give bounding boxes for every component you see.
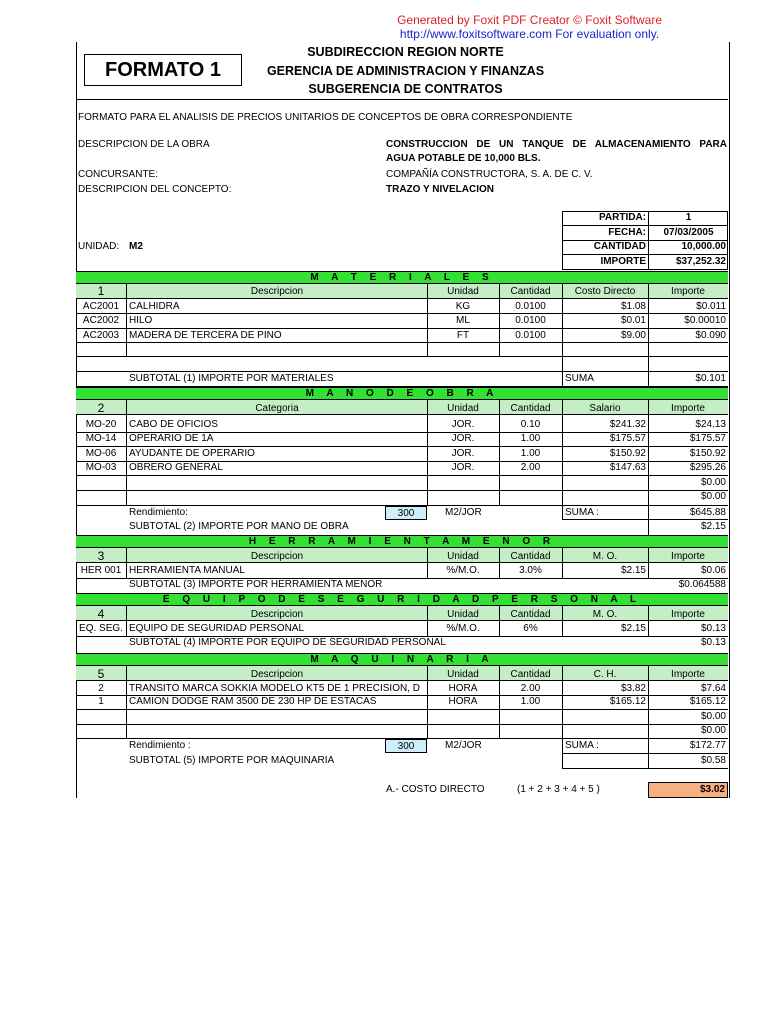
materiales-suma-label: SUMA xyxy=(565,373,594,384)
cantidad-label: CANTIDAD xyxy=(593,241,646,252)
row-desc: CALHIDRA xyxy=(129,301,180,312)
row-desc: AYUDANTE DE OPERARIO xyxy=(129,448,255,459)
row-unit: FT xyxy=(456,330,470,341)
maquinaria-empty-importe-1: $0.00 xyxy=(700,711,726,722)
col-ch: C. H. xyxy=(593,669,617,680)
row-importe: $175.57 xyxy=(689,433,726,444)
concursante-value: COMPAÑÍA CONSTRUCTORA, S. A. DE C. V. xyxy=(386,169,593,180)
col-cantidad: Cantidad xyxy=(510,669,551,680)
header-line2: GERENCIA DE ADMINISTRACION Y FINANZAS xyxy=(266,64,545,78)
maquinaria-rendimiento-unit: M2/JOR xyxy=(445,740,482,751)
row-desc: HERRAMIENTA MANUAL xyxy=(129,565,245,576)
row-cost: $175.57 xyxy=(609,433,646,444)
row-desc: HILO xyxy=(129,315,153,326)
col-descripcion: Descripcion xyxy=(250,669,304,680)
row-unit: ML xyxy=(456,315,470,326)
row-unit: JOR. xyxy=(451,419,475,430)
row-importe: $0.011 xyxy=(696,301,726,312)
row-desc: CABO DE OFICIOS xyxy=(129,419,218,430)
unidad-label: UNIDAD: xyxy=(78,241,120,252)
row-qty: 0.10 xyxy=(520,419,541,430)
costo-directo-value: $3.02 xyxy=(648,782,728,798)
col-importe: Importe xyxy=(671,403,705,414)
row-code: AC2001 xyxy=(82,301,120,312)
row-cost: $9.00 xyxy=(620,330,646,341)
row-desc: TRANSITO MARCA SOKKIA MODELO KT5 DE 1 PRECISION, D xyxy=(129,683,420,694)
row-importe: $165.12 xyxy=(689,696,726,707)
obra-label: DESCRIPCION DE LA OBRA xyxy=(78,139,210,150)
row-qty: 1.00 xyxy=(520,433,541,444)
row-code: MO-03 xyxy=(85,462,117,473)
row-cost: $150.92 xyxy=(609,448,646,459)
row-cost: $2.15 xyxy=(620,623,646,634)
col-unidad: Unidad xyxy=(447,609,479,620)
mano-section-title: M A N O D E O B R A xyxy=(76,387,728,400)
fecha-label: FECHA: xyxy=(608,227,646,238)
row-importe: $0.06 xyxy=(700,565,726,576)
mano-suma: $645.88 xyxy=(689,507,726,518)
row-qty: 6% xyxy=(523,623,538,634)
formato-title: FORMATO 1 xyxy=(84,54,242,86)
formato-description: FORMATO PARA EL ANALISIS DE PRECIOS UNITARIOS DE CONCEPTOS DE OBRA CORRESPONDIENTE xyxy=(78,112,573,123)
row-qty: 0.0100 xyxy=(515,301,546,312)
mano-number: 2 xyxy=(97,401,105,415)
row-desc: EQUIPO DE SEGURIDAD PERSONAL xyxy=(129,623,305,634)
row-desc: OPERARIO DE 1A xyxy=(129,433,214,444)
col-cantidad: Cantidad xyxy=(510,551,551,562)
header-line3: SUBGERENCIA DE CONTRATOS xyxy=(308,82,503,96)
col-salario: Salario xyxy=(589,403,621,414)
row-code: 2 xyxy=(98,683,104,694)
maquinaria-suma: $172.77 xyxy=(689,740,726,751)
row-code: AC2002 xyxy=(82,315,120,326)
col-importe: Importe xyxy=(671,669,705,680)
watermark-line2: http://www.foxitsoftware.com For evaluation only. xyxy=(399,27,660,41)
col-cantidad: Cantidad xyxy=(510,286,551,297)
col-mo: M. O. xyxy=(592,609,618,620)
mano-rendimiento-unit: M2/JOR xyxy=(445,507,482,518)
watermark-line1: Generated by Foxit PDF Creator © Foxit Software xyxy=(397,13,662,27)
col-categoria: Categoria xyxy=(255,403,299,414)
row-unit: HORA xyxy=(448,683,478,694)
col-unidad: Unidad xyxy=(447,403,479,414)
equipo-section-title: E Q U I P O D E S E G U R I D A D P E R S O N A L xyxy=(76,593,728,606)
row-unit: HORA xyxy=(448,696,478,707)
row-code: AC2003 xyxy=(82,330,120,341)
row-importe: $0.00010 xyxy=(684,315,726,326)
row-qty: 1.00 xyxy=(520,696,541,707)
herramienta-section-title: H E R R A M I E N T A M E N O R xyxy=(76,535,728,548)
row-cost: $1.08 xyxy=(620,301,646,312)
row-code: 1 xyxy=(98,696,104,707)
maquinaria-empty-importe-2: $0.00 xyxy=(700,725,726,736)
maquinaria-suma-label: SUMA : xyxy=(565,740,599,751)
row-cost: $147.63 xyxy=(609,462,646,473)
mano-suma-label: SUMA : xyxy=(565,507,599,518)
row-code: MO-20 xyxy=(85,419,117,430)
row-unit: KG xyxy=(455,301,471,312)
herramienta-number: 3 xyxy=(97,549,105,563)
row-cost: $0.01 xyxy=(620,315,646,326)
unidad-value: M2 xyxy=(129,241,143,252)
row-importe: $0.090 xyxy=(695,330,726,341)
herramienta-subtotal: $0.064588 xyxy=(678,579,726,590)
row-unit: JOR. xyxy=(451,448,475,459)
mano-empty-importe-1: $0.00 xyxy=(700,477,726,488)
col-mo: M. O. xyxy=(592,551,618,562)
row-unit: %/M.O. xyxy=(446,623,480,634)
row-desc: MADERA DE TERCERA DE PINO xyxy=(129,330,282,341)
row-code: MO-14 xyxy=(85,433,117,444)
row-importe: $0.13 xyxy=(700,623,726,634)
equipo-subtotal: $0.13 xyxy=(700,637,726,648)
maquinaria-subtotal-label: SUBTOTAL (5) IMPORTE POR MAQUINARIA xyxy=(129,755,335,766)
row-qty: 2.00 xyxy=(520,462,541,473)
materiales-number: 1 xyxy=(97,284,105,298)
fecha-value: 07/03/2005 xyxy=(663,227,714,238)
obra-line2: AGUA POTABLE DE 10,000 BLS. xyxy=(386,153,541,164)
importe-label: IMPORTE xyxy=(600,256,646,267)
mano-rendimiento-label: Rendimiento: xyxy=(129,507,188,518)
row-importe: $7.64 xyxy=(700,683,726,694)
row-qty: 0.0100 xyxy=(515,330,546,341)
herramienta-subtotal-label: SUBTOTAL (3) IMPORTE POR HERRAMIENTA MENOR xyxy=(129,579,383,590)
equipo-subtotal-label: SUBTOTAL (4) IMPORTE POR EQUIPO DE SEGURIDAD PERSONAL xyxy=(129,637,446,648)
row-cost: $2.15 xyxy=(620,565,646,576)
col-cantidad: Cantidad xyxy=(510,609,551,620)
maquinaria-number: 5 xyxy=(97,667,105,681)
costo-directo-formula: (1 + 2 + 3 + 4 + 5 ) xyxy=(517,784,600,795)
row-desc: CAMION DODGE RAM 3500 DE 230 HP DE ESTACAS xyxy=(129,696,377,707)
row-qty: 3.0% xyxy=(519,565,542,576)
importe-value: $37,252.32 xyxy=(675,256,726,267)
row-desc: OBRERO GENERAL xyxy=(129,462,223,473)
row-cost: $241.32 xyxy=(609,419,646,430)
col-costo: Costo Directo xyxy=(574,286,636,297)
materiales-subtotal: $0.101 xyxy=(695,373,726,384)
concursante-label: CONCURSANTE: xyxy=(78,169,159,180)
obra-line1: CONSTRUCCION DE UN TANQUE DE ALMACENAMIENTO PARA xyxy=(386,139,727,150)
col-descripcion: Descripcion xyxy=(250,286,304,297)
row-importe: $295.26 xyxy=(689,462,726,473)
col-importe: Importe xyxy=(671,551,705,562)
row-qty: 2.00 xyxy=(520,683,541,694)
row-qty: 0.0100 xyxy=(515,315,546,326)
col-importe: Importe xyxy=(671,609,705,620)
mano-rendimiento-value: 300 xyxy=(385,506,427,520)
row-unit: JOR. xyxy=(451,433,475,444)
row-code: EQ. SEG. xyxy=(79,623,123,634)
col-cantidad: Cantidad xyxy=(510,403,551,414)
concepto-value: TRAZO Y NIVELACION xyxy=(386,184,494,195)
row-cost: $165.12 xyxy=(609,696,646,707)
col-descripcion: Descripcion xyxy=(250,551,304,562)
materiales-section-title: M A T E R I A L E S xyxy=(76,271,728,284)
row-code: HER 001 xyxy=(80,565,122,576)
maquinaria-section-title: M A Q U I N A R I A xyxy=(76,653,728,666)
col-unidad: Unidad xyxy=(447,551,479,562)
costo-directo-label: A.- COSTO DIRECTO xyxy=(386,784,485,795)
concepto-label: DESCRIPCION DEL CONCEPTO: xyxy=(78,184,232,195)
col-importe: Importe xyxy=(671,286,705,297)
maquinaria-rendimiento-label: Rendimiento : xyxy=(129,740,191,751)
col-unidad: Unidad xyxy=(447,286,479,297)
row-cost: $3.82 xyxy=(620,683,646,694)
foxit-watermark xyxy=(397,13,662,41)
partida-label: PARTIDA: xyxy=(598,212,646,223)
materiales-subtotal-label: SUBTOTAL (1) IMPORTE POR MATERIALES xyxy=(129,373,334,384)
row-unit: %/M.O. xyxy=(446,565,480,576)
maquinaria-subtotal: $0.58 xyxy=(700,755,726,766)
header-divider xyxy=(76,99,728,100)
row-importe: $24.13 xyxy=(695,419,726,430)
col-descripcion: Descripcion xyxy=(250,609,304,620)
mano-empty-importe-2: $0.00 xyxy=(700,491,726,502)
col-unidad: Unidad xyxy=(447,669,479,680)
row-qty: 1.00 xyxy=(520,448,541,459)
mano-subtotal-label: SUBTOTAL (2) IMPORTE POR MANO DE OBRA xyxy=(129,521,349,532)
mano-subtotal: $2.15 xyxy=(700,521,726,532)
partida-value: 1 xyxy=(685,212,692,223)
row-unit: JOR. xyxy=(451,462,475,473)
header-line1: SUBDIRECCION REGION NORTE xyxy=(307,45,504,59)
row-code: MO-06 xyxy=(85,448,117,459)
maquinaria-rendimiento-value: 300 xyxy=(385,739,427,753)
cantidad-value: 10,000.00 xyxy=(681,241,726,252)
equipo-number: 4 xyxy=(97,607,105,621)
row-importe: $150.92 xyxy=(689,448,726,459)
